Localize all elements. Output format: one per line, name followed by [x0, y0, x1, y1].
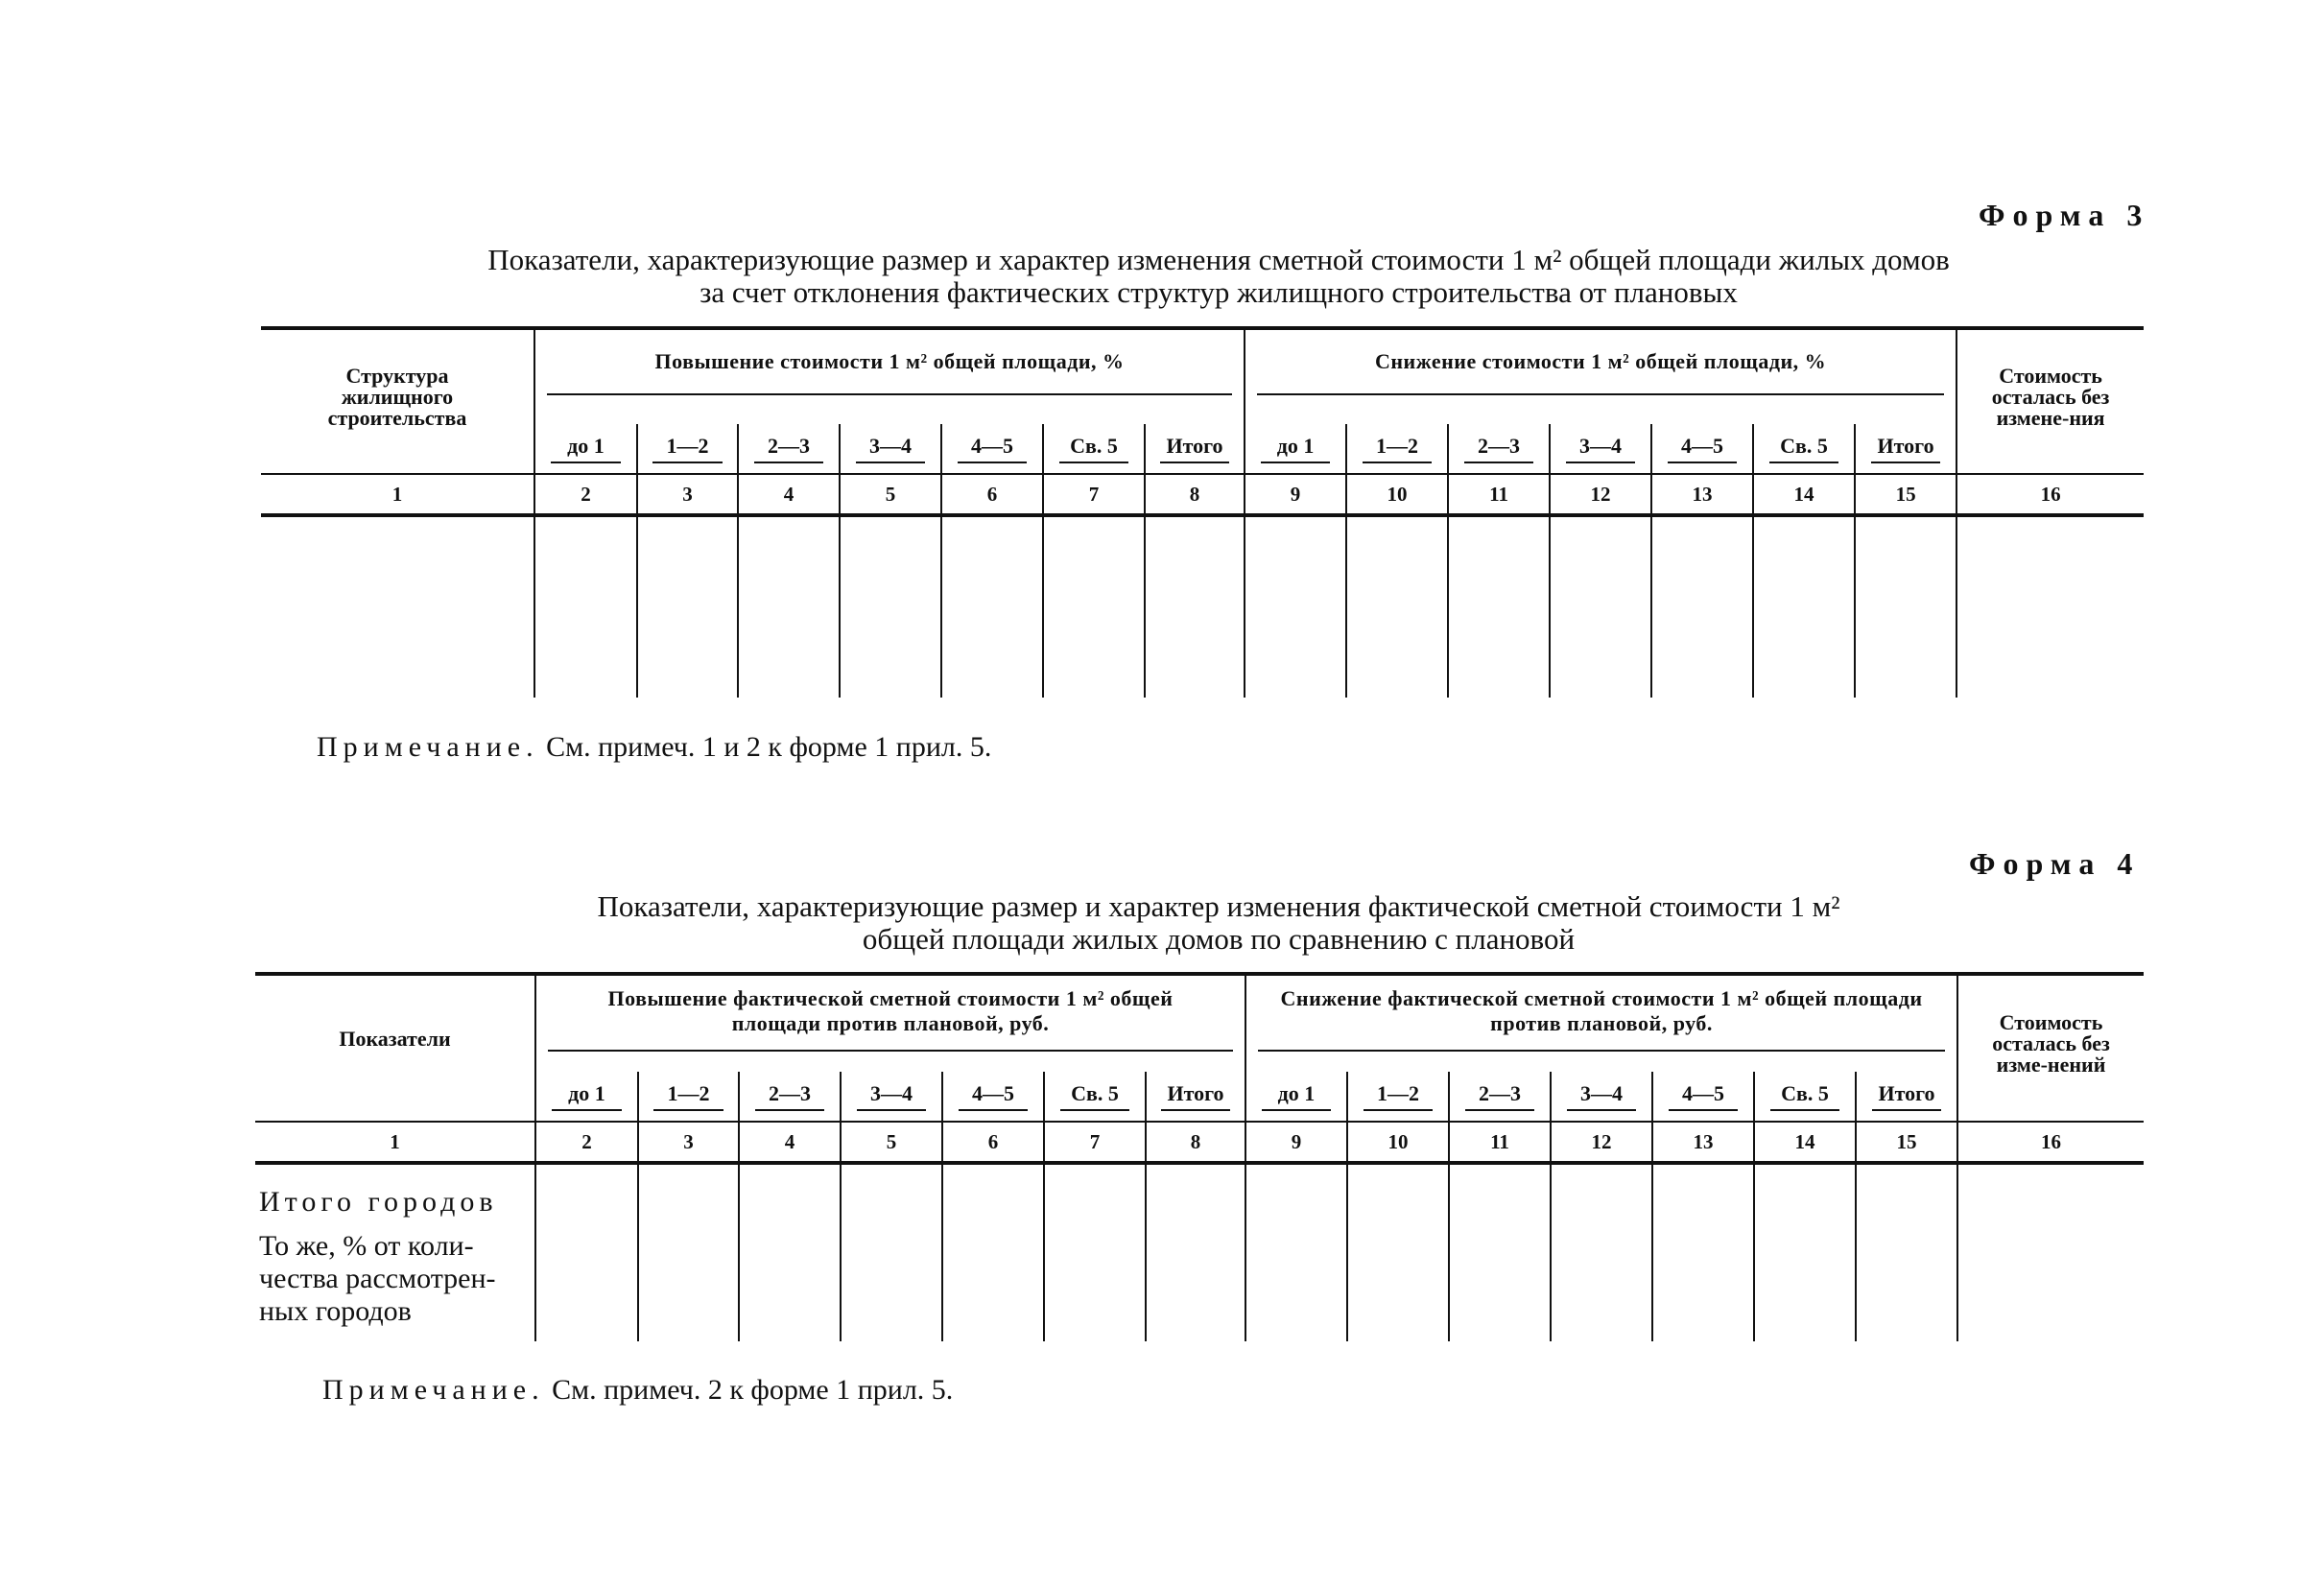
form3-title [259, 244, 2178, 309]
form4-label: Форма 4 [1969, 846, 2141, 881]
form4-colnum: 8 [1146, 1122, 1245, 1163]
form3-header-decrease: Снижение стоимости 1 м² общей площади, % [1245, 328, 1956, 424]
form4-colnum: 1 [255, 1122, 535, 1163]
form4-subheader-dec-2: 1—2 [1347, 1072, 1449, 1122]
form4-subheader-dec-6: Св. 5 [1754, 1072, 1856, 1122]
form4-colnum: 3 [638, 1122, 739, 1163]
form3-cell [637, 515, 738, 698]
form3-colnum: 5 [840, 474, 941, 515]
form4-colnum: 15 [1856, 1122, 1957, 1163]
form4-cell [1652, 1163, 1754, 1341]
form3-colnum: 8 [1145, 474, 1245, 515]
form4-cell [535, 1163, 638, 1341]
form3-header-unchanged: Стоимость осталась без измене-ния [1991, 363, 2110, 430]
form3-cell [534, 515, 637, 698]
form3-colnum: 4 [738, 474, 840, 515]
form3-colnum: 12 [1550, 474, 1651, 515]
form4-cell [1347, 1163, 1449, 1341]
form4-table [255, 972, 2144, 1341]
form4-cell [638, 1163, 739, 1341]
form3-cell [738, 515, 840, 698]
form3-column-numbers [261, 474, 2144, 515]
form3-subheader-dec-7: Итого [1855, 424, 1956, 474]
form4-cell [739, 1163, 841, 1341]
form4-header-increase: Повышение фактической сметной стоимости 1 м² общей площади против плановой, руб. [535, 974, 1245, 1072]
form3-cell [261, 515, 534, 698]
form3-note-prefix: Примечание. [317, 731, 539, 763]
form3-table [261, 326, 2144, 698]
form3-header-increase: Повышение стоимости 1 м² общей площади, % [534, 328, 1245, 424]
form3-note-text: См. примеч. 1 и 2 к форме 1 прил. 5. [546, 731, 992, 763]
form4-colnum: 5 [841, 1122, 942, 1163]
form4-cell [841, 1163, 942, 1341]
form4-row1-label: Итого городов [259, 1186, 498, 1218]
form4-colnum: 7 [1044, 1122, 1146, 1163]
form4-cell [1551, 1163, 1652, 1341]
form3-cell [1245, 515, 1346, 698]
form4-colnum: 10 [1347, 1122, 1449, 1163]
form4-colnum: 11 [1449, 1122, 1551, 1163]
form3-cell [1145, 515, 1245, 698]
form4-colnum: 9 [1245, 1122, 1347, 1163]
form3-cell [1448, 515, 1550, 698]
form3-colnum: 10 [1346, 474, 1448, 515]
form3-colnum: 14 [1753, 474, 1855, 515]
form3-colnum: 16 [1956, 474, 2144, 515]
form3-subheader-inc-3: 2—3 [738, 424, 840, 474]
form4-header-decrease: Снижение фактической сметной стоимости 1 м² общей площади против плановой, руб. [1245, 974, 1957, 1072]
form4-cell [1146, 1163, 1245, 1341]
form4-cell [1754, 1163, 1856, 1341]
form3-colnum: 2 [534, 474, 637, 515]
form3-title-line2: за счет отклонения фактических структур жилищного строительства от плановых [700, 275, 1738, 309]
form4-note-prefix: Примечание. [322, 1374, 545, 1406]
form4-row2-label: То же, % от коли-чества рассмотрен-ных городов [259, 1230, 496, 1327]
form4-colnum: 12 [1551, 1122, 1652, 1163]
form4-cell [1044, 1163, 1146, 1341]
form3-label: Форма 3 [1979, 198, 2150, 232]
form3-subheader-dec-2: 1—2 [1346, 424, 1448, 474]
form3-colnum: 1 [261, 474, 534, 515]
form4-subheader-inc-5: 4—5 [942, 1072, 1044, 1122]
form3-cell [1550, 515, 1651, 698]
form3-colnum: 13 [1651, 474, 1753, 515]
form3-cell [840, 515, 941, 698]
form4-subheader-inc-6: Св. 5 [1044, 1072, 1146, 1122]
form4-colnum: 6 [942, 1122, 1044, 1163]
form3-subheader-inc-2: 1—2 [637, 424, 738, 474]
form4-cell [942, 1163, 1044, 1341]
form3-colnum: 3 [637, 474, 738, 515]
form3-subheader-dec-4: 3—4 [1550, 424, 1651, 474]
form4-colnum: 4 [739, 1122, 841, 1163]
form3-empty-row [261, 515, 2144, 698]
form3-header-structure: Структура жилищного строительства [261, 328, 534, 474]
form3-subheader-inc-1: до 1 [534, 424, 637, 474]
form4-cell [1957, 1163, 2144, 1341]
form4-subheader-inc-3: 2—3 [739, 1072, 841, 1122]
form3-colnum: 11 [1448, 474, 1550, 515]
form4-header-indicators: Показатели [255, 974, 535, 1122]
form4-colnum: 13 [1652, 1122, 1754, 1163]
form4-colnum: 14 [1754, 1122, 1856, 1163]
form3-subheader-inc-6: Св. 5 [1043, 424, 1145, 474]
form3-subheader-inc-4: 3—4 [840, 424, 941, 474]
form3-subheader-dec-5: 4—5 [1651, 424, 1753, 474]
form3-cell [1346, 515, 1448, 698]
form3-subheader-dec-3: 2—3 [1448, 424, 1550, 474]
form4-title-line2: общей площади жилых домов по сравнению с плановой [862, 922, 1576, 956]
form3-colnum: 7 [1043, 474, 1145, 515]
form4-subheader-dec-4: 3—4 [1551, 1072, 1652, 1122]
form4-row-labels [255, 1163, 535, 1341]
form4-note-text: См. примеч. 2 к форме 1 прил. 5. [552, 1374, 954, 1406]
form4-colnum: 16 [1957, 1122, 2144, 1163]
form3-cell [1043, 515, 1145, 698]
form4-subheader-inc-7: Итого [1146, 1072, 1245, 1122]
form4-subheader-inc-4: 3—4 [841, 1072, 942, 1122]
form4-subheader-dec-3: 2—3 [1449, 1072, 1551, 1122]
form3-colnum: 15 [1855, 474, 1956, 515]
form4-subheader-dec-1: до 1 [1245, 1072, 1347, 1122]
form3-colnum: 9 [1245, 474, 1346, 515]
form4-cell [1449, 1163, 1551, 1341]
form4-title-line1: Показатели, характеризующие размер и характер изменения фактической сметной стоимости 1 м² [597, 889, 1840, 923]
form4-colnum: 2 [535, 1122, 638, 1163]
form3-subheader-inc-7: Итого [1145, 424, 1245, 474]
form3-cell [1855, 515, 1956, 698]
form3-title-line1: Показатели, характеризующие размер и характер изменения сметной стоимости 1 м² общей площади жилых домов [487, 243, 1950, 276]
form4-cell [1245, 1163, 1347, 1341]
form4-header-unchanged: Стоимость осталась без изме-нений [1992, 1009, 2110, 1077]
form4-title [259, 890, 2178, 956]
form4-note [322, 1374, 953, 1407]
form3-subheader-inc-5: 4—5 [941, 424, 1043, 474]
form3-cell [1956, 515, 2144, 698]
form4-cell [1856, 1163, 1957, 1341]
form4-subheader-inc-2: 1—2 [638, 1072, 739, 1122]
form3-subheader-dec-1: до 1 [1245, 424, 1346, 474]
form4-data-row [255, 1163, 2144, 1341]
form3-cell [941, 515, 1043, 698]
form3-note [317, 731, 991, 764]
form4-subheader-dec-7: Итого [1856, 1072, 1957, 1122]
form3-subheader-dec-6: Св. 5 [1753, 424, 1855, 474]
form4-subheader-inc-1: до 1 [535, 1072, 638, 1122]
form3-cell [1651, 515, 1753, 698]
form4-subheader-dec-5: 4—5 [1652, 1072, 1754, 1122]
form3-colnum: 6 [941, 474, 1043, 515]
form4-column-numbers [255, 1122, 2144, 1163]
form3-cell [1753, 515, 1855, 698]
